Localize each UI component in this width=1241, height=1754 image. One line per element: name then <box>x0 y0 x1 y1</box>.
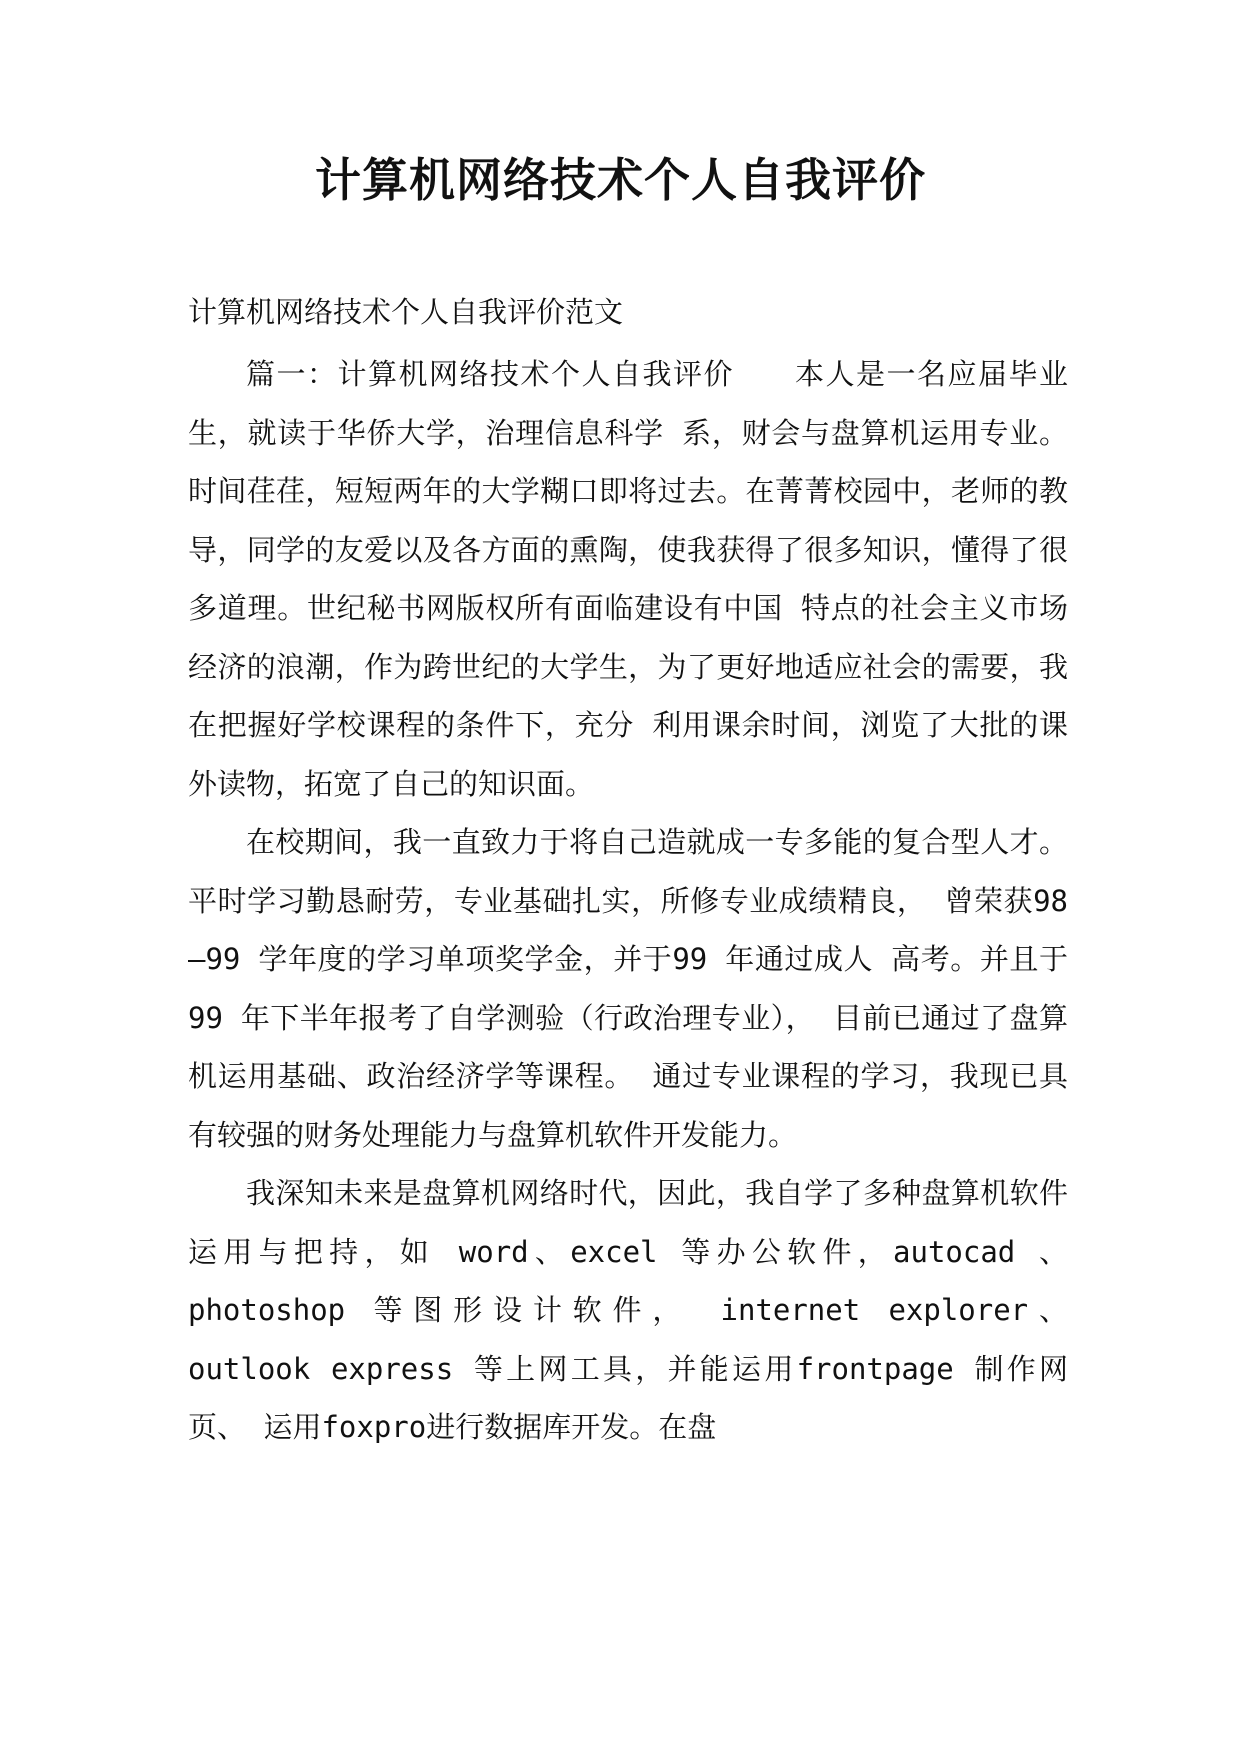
document-title: 计算机网络技术个人自我评价 <box>315 153 926 207</box>
body-paragraph: 篇一：计算机网络技术个人自我评价 本人是一名应届毕业生，就读于华侨大学，治理信息科学 系，财会与盘算机运用专业。 时间荏荏，短短两年的大学糊口即将过去。在菁菁校园中，老师的教导，同学的友爱以及各方面的熏陶，使我获得了很多知识，懂得了很多道理。世纪秘书网版权所有面临建设有中国 特点的社会主义市场经济的浪潮，作为跨世纪的大学生，为了更好地适应社会的需要，我在把握好学校课程的条件下，充分 利用课余时间，浏览了大批的课外读物，拓宽了自己的知识面。 <box>188 357 1068 801</box>
document-body <box>188 345 1068 1457</box>
body-paragraph: 在校期间，我一直致力于将自己造就成一专多能的复合型人才。平时学习勤恳耐劳，专业基础扎实，所修专业成绩精良， 曾荣获98—99 学年度的学习单项奖学金，并于99 年通过成人 高考。并且于99 年下半年报考了自学测验（行政治理专业）， 目前已通过了盘算机运用基础、政治经济学等课程。 通过专业课程的学习，我现已具有较强的财务处理能力与盘算机软件开发能力。 <box>188 825 1068 1152</box>
document-subtitle: 计算机网络技术个人自我评价范文 <box>188 295 624 329</box>
body-paragraph: 我深知未来是盘算机网络时代，因此，我自学了多种盘算机软件运用与把持，如 word、excel 等办公软件，autocad 、 photoshop 等图形设计软件， internet explorer、 outlook express 等上网工具，并能运用frontpage 制作网页、 运用foxpro进行数据库开发。在盘 <box>188 1176 1068 1444</box>
